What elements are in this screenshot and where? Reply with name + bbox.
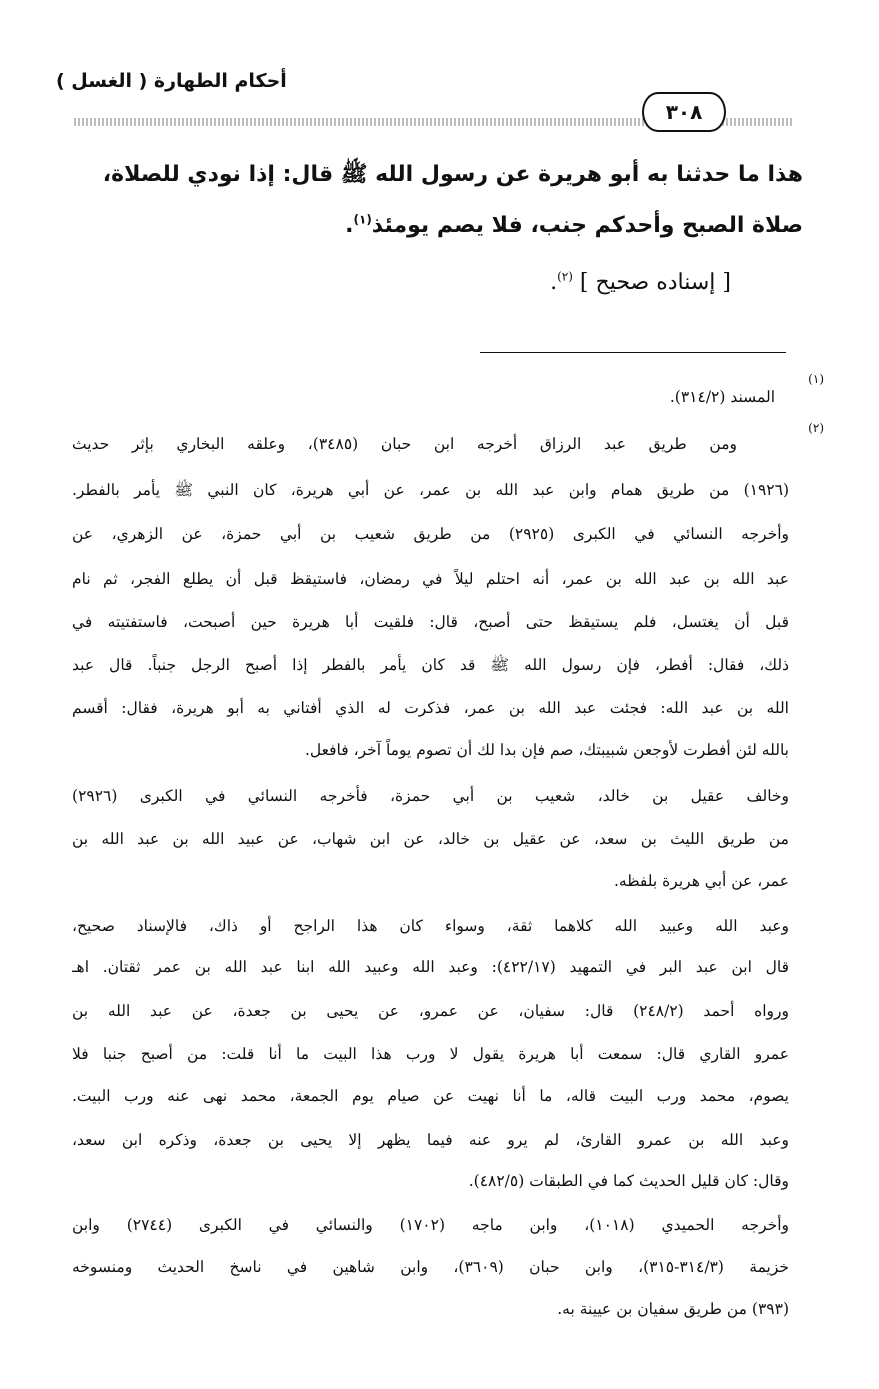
footnote-line: عبد الله بن عبد الله بن عمر، أنه احتلم ليلاً في رمضان، فاستيقظ قبل أن يطلع الفجر، ثم نام [72,570,789,588]
footnote-line: يصوم، محمد ورب البيت قاله، ما أنا نهيت عن صيام يوم الجمعة، محمد نهى عنه ورب البيت. [72,1087,789,1105]
footnote-line: وأخرجه الحميدي (١٠١٨)، وابن ماجه (١٧٠٢) والنسائي في الكبرى (٢٧٤٤) وابن [72,1216,789,1234]
main-text-line-2-text: صلاة الصبح وأحدكم جنب، فلا يصم يومئذ [371,213,803,238]
footnote-marker-1: (١) [808,372,824,386]
footnote-separator [480,352,786,353]
footnote-line: (١٩٢٦) من طريق همام وابن عبد الله بن عمر، عن أبي هريرة، كان النبي ﷺ يأمر بالفطر. [72,481,789,499]
footnote-line: ومن طريق عبد الرزاق أخرجه ابن حبان (٣٤٨٥)، وعلقه البخاري بإثر حديث [72,435,737,453]
footnote-line: الله بن عبد الله: فجئت عبد الله بن عمر، فذكرت له الذي أفتاني به أبو هريرة، فقال: أقسم [72,699,789,717]
footnote-line: ورواه أحمد (٢٤٨/٢) قال: سفيان، عن عمرو، عن يحيى بن جعدة، عن عبد الله بن [72,1002,789,1020]
footnote-ref-1: (١) [353,212,372,227]
footnote-line: (٣٩٣) من طريق سفيان بن عيينة به. [557,1300,789,1318]
footnote-marker-2: (٢) [808,421,824,435]
footnote-line: عمرو القاري قال: سمعت أبا هريرة يقول لا ورب هذا البيت ما أنا قلت: من أصبح جنبا فلا [72,1045,789,1063]
footnote-line: المسند (٣١٤/٢). [669,388,775,406]
footnote-line: وعبد الله بن عمرو القارئ، لم يرو عنه فيما يظهر إلا يحيى بن جعدة، وذكره ابن سعد، [72,1131,789,1149]
footnote-line: قال ابن عبد البر في التمهيد (٤٢٢/١٧): وعبد الله وعبيد الله ابنا عبد الله بن عمر ثقتان. اهـ [72,958,789,976]
footnote-line: قبل أن يغتسل، فلم يستيقظ حتى أصبح، قال: فلقيت أبا هريرة حين أصبحت، فاستفتيته في [72,613,789,631]
footnote-line: من طريق الليث بن سعد، عن عقيل بن خالد، عن ابن شهاب، عن عبيد الله بن عبد الله بن [72,830,789,848]
footnote-line: وأخرجه النسائي في الكبرى (٢٩٢٥) من طريق شعيب بن أبي حمزة، عن الزهري، عن [72,525,789,543]
footnote-ref-2: (٢) [557,269,573,284]
page-number: ٣٠٨ [642,92,726,132]
main-text-line-1: هذا ما حدثنا به أبو هريرة عن رسول الله ﷺ قال: إذا نودي للصلاة، [102,162,803,187]
footnote-line: عمر، عن أبي هريرة بلفظه. [613,872,789,890]
footnote-line: وخالف عقيل بن خالد، شعيب بن أبي حمزة، فأخرجه النسائي في الكبرى (٢٩٢٦) [72,787,789,805]
footnote-line: بالله لئن أفطرت لأوجعن شبيبتك، صم فإن بدا لك أن تصوم يوماً آخر، فافعل. [304,741,789,759]
footnote-line: ذلك، فقال: أفطر، فإن رسول الله ﷺ قد كان يأمر بالفطر إذا أصبح الرجل جنباً. قال عبد [72,656,789,674]
isnad-grade-text: [ إسناده صحيح ] [579,270,731,295]
footnote-line: وقال: كان قليل الحديث كما في الطبقات (٤٨٢/٥). [468,1172,789,1190]
footnote-line: وعبد الله وعبيد الله كلاهما ثقة، وسواء كان هذا الراجح أو ذاك، فالإسناد صحيح، [72,917,789,935]
main-text-line-2: صلاة الصبح وأحدكم جنب، فلا يصم يومئذ$^{(١)}$. [345,212,803,238]
isnad-grade: [ إسناده صحيح ] $^{(٢)}$. [550,269,731,295]
running-title: أحكام الطهارة ( الغسل ) [56,70,287,92]
footnote-line: خزيمة (٣١٤/٣-٣١٥)، وابن حبان (٣٦٠٩)، وابن شاهين في ناسخ الحديث ومنسوخه [72,1258,789,1276]
